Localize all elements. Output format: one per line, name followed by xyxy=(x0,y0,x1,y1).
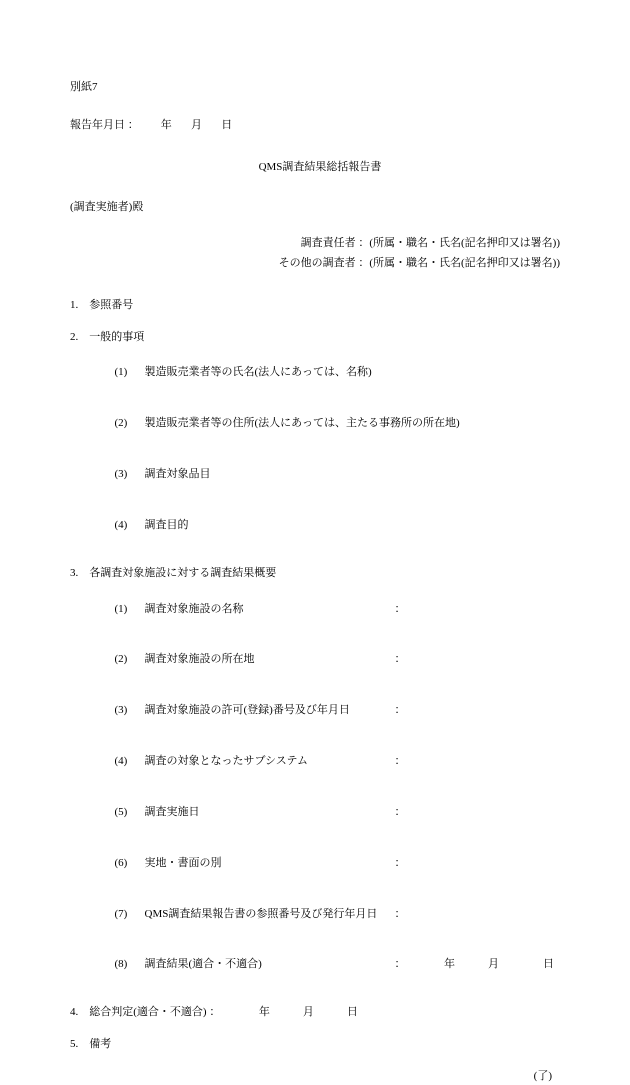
list-item xyxy=(70,941,560,989)
item-text: QMS調査結果報告書の参照番号及び発行年月日 xyxy=(144,907,378,920)
list-item xyxy=(70,891,560,939)
item-text: 調査実施日 xyxy=(144,805,200,818)
item-colon: ： 年 月 日 xyxy=(394,958,554,971)
item-number: (1) xyxy=(114,602,128,615)
item-text: 調査対象施設の所在地 xyxy=(144,653,255,666)
end-of-document-mark: (了) xyxy=(533,1070,552,1083)
item-number: (4) xyxy=(114,518,128,531)
list-item xyxy=(70,840,560,888)
list-item xyxy=(70,637,560,685)
item-text: 製造販売業者等の住所(法人にあっては、主たる事務所の所在地) xyxy=(144,417,460,430)
item-colon: ： xyxy=(394,653,406,666)
section-overall-judgement xyxy=(70,1005,560,1021)
section-general-matters xyxy=(70,330,560,550)
section-heading: 3. 各調査対象施設に対する調査結果概要 xyxy=(70,566,277,579)
item-text: 調査対象施設の名称 xyxy=(144,602,244,615)
list-item xyxy=(70,451,560,499)
document-title: QMS調査結果総括報告書 xyxy=(258,160,382,173)
list-item xyxy=(70,789,560,837)
section-heading: 1. 参照番号 xyxy=(70,298,134,311)
item-number: (2) xyxy=(114,417,128,430)
item-text: 調査目的 xyxy=(144,518,189,531)
report-date-line: 報告年月日 ： 年 月 日 xyxy=(70,118,233,131)
item-text: 調査結果(適合・不適合) xyxy=(144,958,262,971)
section-remarks xyxy=(70,1037,560,1053)
list-item xyxy=(70,502,560,550)
item-number: (6) xyxy=(114,856,128,869)
item-colon: ： xyxy=(394,704,406,717)
section-reference-number xyxy=(70,298,560,314)
item-number: (2) xyxy=(114,653,128,666)
section-inspection-results-summary xyxy=(70,566,560,989)
item-number: (3) xyxy=(114,468,128,481)
item-number: (7) xyxy=(114,907,128,920)
item-number: (1) xyxy=(114,366,128,379)
item-number: (5) xyxy=(114,805,128,818)
addressee-line: (調査実施者)殿 xyxy=(70,200,144,213)
signature-block xyxy=(70,236,560,272)
document-label: 別紙7 xyxy=(70,81,98,93)
list-item xyxy=(70,400,560,448)
list-item xyxy=(70,586,560,634)
signature-line-inspector-lead: 調査責任者 ：(所属・職名・氏名(記名押印又は署名)) xyxy=(300,236,560,249)
item-colon: ： xyxy=(394,602,406,615)
item-colon: ： xyxy=(394,755,406,768)
item-text: 製造販売業者等の氏名(法人にあっては、名称) xyxy=(144,366,372,379)
section-heading: 5. 備考 xyxy=(70,1038,112,1051)
signature-line-other-inspectors: その他の調査者 ：(所属・職名・氏名(記名押印又は署名)) xyxy=(278,256,560,269)
list-item xyxy=(70,687,560,735)
item-text: 調査対象品目 xyxy=(144,468,211,481)
section-heading: 4. 総合判定(適合・不適合) ： 年 月 日 xyxy=(70,1006,358,1019)
item-text: 調査の対象となったサブシステム xyxy=(144,755,308,768)
list-item xyxy=(70,738,560,786)
item-number: (3) xyxy=(114,704,128,717)
item-colon: ： xyxy=(394,856,406,869)
item-text: 実地・書面の別 xyxy=(144,856,222,869)
item-number: (8) xyxy=(114,958,128,971)
item-colon: ： xyxy=(394,907,406,920)
list-item xyxy=(70,350,560,398)
item-text: 調査対象施設の許可(登録)番号及び年月日 xyxy=(144,704,350,717)
item-number: (4) xyxy=(114,755,128,768)
item-colon: ： xyxy=(394,805,406,818)
section-heading: 2. 一般的事項 xyxy=(70,330,145,343)
